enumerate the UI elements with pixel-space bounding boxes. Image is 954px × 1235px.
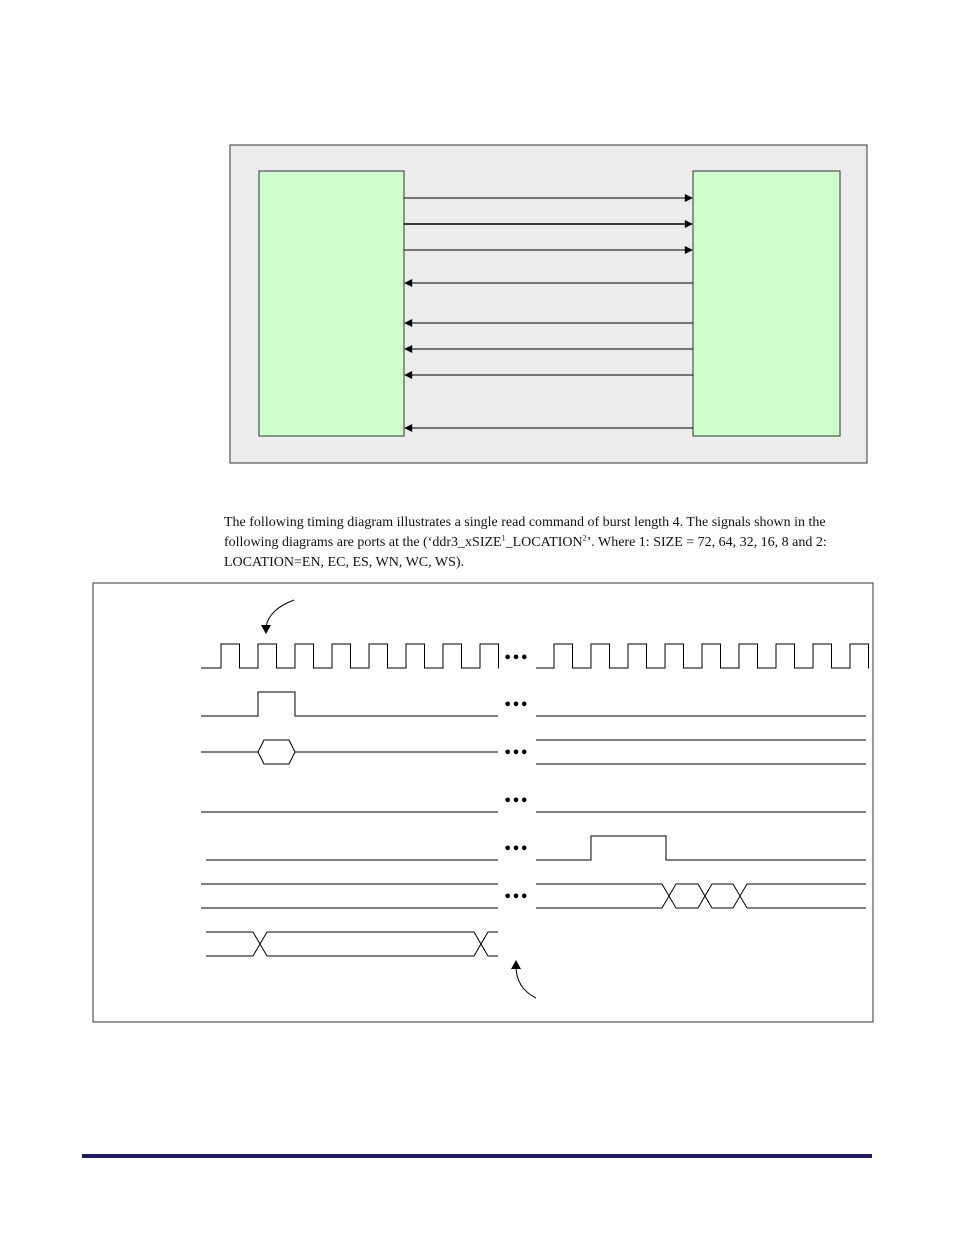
paragraph-text-2: _LOCATION xyxy=(505,535,583,550)
ellipsis-marker-4: ••• xyxy=(503,794,529,809)
footnote-marker-2: 2 xyxy=(582,533,587,543)
ellipsis-marker-6: ••• xyxy=(503,890,529,905)
ellipsis-marker-5: ••• xyxy=(503,842,529,857)
paragraph-text-1: The following timing diagram illustrates a single read command of burst length 4. The signals shown in the following diagrams are ports at the (‘ddr3_xSIZE xyxy=(224,515,826,550)
ellipsis-marker-2: ••• xyxy=(503,698,529,713)
footnote-marker-1: 1 xyxy=(501,533,506,543)
ellipsis-marker-1: ••• xyxy=(503,651,529,666)
ellipsis-marker-3: ••• xyxy=(503,746,529,761)
paragraph-text-3: ’. Where 1: SIZE = 72, 64, 32, 16, 8 and 2: LOCATION=EN, EC, ES, WN, WC, WS). xyxy=(224,535,827,570)
footer-rule xyxy=(82,1154,872,1158)
